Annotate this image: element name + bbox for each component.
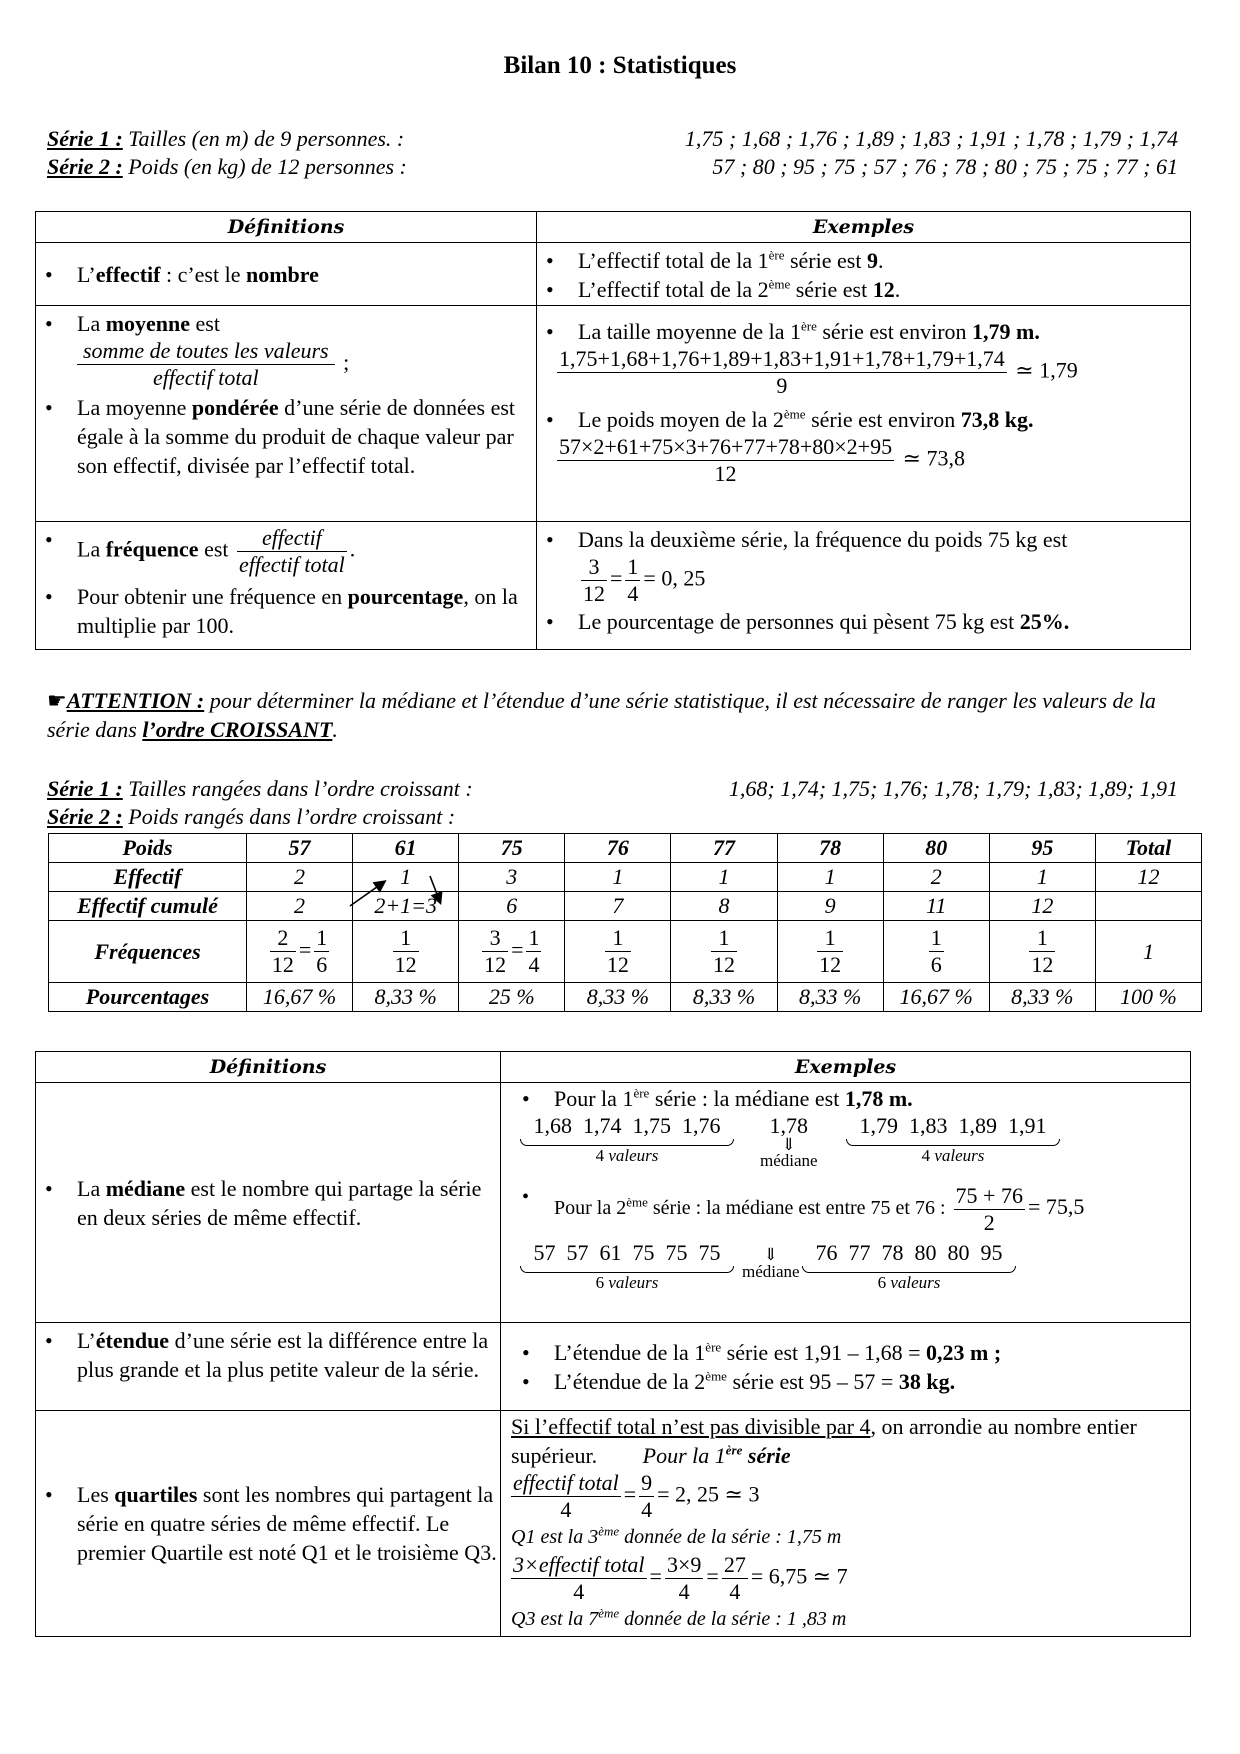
frequence-total-cell: 1 [1095,921,1201,983]
frequency-table [48,833,1202,1012]
poids-cell: Total [1095,834,1201,863]
cumul-cell: 12 [989,892,1095,921]
effectif-cell: 1 [565,863,671,892]
freq-fraction-1: $\frac{3}{12}$ [583,554,605,606]
header-definitions-2: Définitions [36,1052,501,1083]
serie-1-line [47,126,404,152]
frequence-cell: $\frac{1}{12}$ [777,921,883,983]
ex-moyenne: • La taille moyenne de la 1ère série est environ 1,79 m. $\frac{1,75+1,68+1,76+1,89+1,83+1,91+1,78+1,79+1,74}{9}$ ≃ 1,79 • Le poids moyen de la 2ème série est environ 73,8 kg. $\frac{57\times 2+61+75\times 3+76+77+78+80\times 2+95}{12}$ ≃ 73,8 [537,306,1191,522]
serie-2-desc: Poids (en kg) de 12 personnes : [128,154,407,179]
frequence-cell: $\frac{1}{6}$ [883,921,989,983]
header-exemples-2: Exemples [501,1052,1191,1083]
ex-mediane: • Pour la 1ère série : la médiane est 1,78 m. 1,68 1,74 1,75 1,76 4 valeurs 1,78 ⇓ médiane 1,79 1,83 1,89 1,91 4 valeurs • Pour la 2ème série : la médiane est entre 75 et 76 : $\frac{75 + 76}{2}$ = 75,5 57 57 61 75 75 75 6 valeurs ⇓ médiane 76 77 78 80 80 95 6 valeurs [501,1083,1191,1323]
pourcentage-cell: 8,33 % [353,983,459,1012]
poids-cell: 57 [247,834,353,863]
effectif-cell: 12 [1095,863,1201,892]
frequence-cell: $\frac{1}{12}$ [565,921,671,983]
poids-cell: 77 [671,834,777,863]
cumul-cell: 6 [459,892,565,921]
moyenne-serie-1-fraction: $\frac{1,75+1,68+1,76+1,89+1,83+1,91+1,78+1,79+1,74}{9}$ [559,346,1005,398]
serie-1-desc: Tailles (en m) de 9 personnes. : [128,126,405,151]
frequence-cell: $\frac{1}{12}$ [671,921,777,983]
frequence-cell: $\frac{1}{12}$ [353,921,459,983]
q1-fraction: $\frac{\text{effectif total}}{4}$ [513,1470,619,1522]
def-frequence: • La fréquence est $\frac{\text{effectif}}{\text{effectif total}}$ . • Pour obtenir une fréquence en pourcentage, on la multiplie par 100. [36,522,537,650]
row-pourcentages: Pourcentages 16,67 % 8,33 % 25 % 8,33 % 8,33 % 8,33 % 16,67 % 8,33 % 100 % [49,983,1202,1012]
def-quartiles: • Les quartiles sont les nombres qui partagent la série en quatre séries de même effectif. Le premier Quartile est noté Q1 et le troisième Q3. [36,1411,501,1637]
poids-cell: 61 [353,834,459,863]
pourcentage-cell: 25 % [459,983,565,1012]
cumul-cell: 8 [671,892,777,921]
serie-2-values: 57 ; 80 ; 95 ; 75 ; 57 ; 76 ; 78 ; 80 ; 75 ; 75 ; 77 ; 61 [712,154,1178,179]
sorted-serie-2-line: Série 2 : Poids rangés dans l’ordre croissant : [47,804,456,829]
row-effectif-cumule: Effectif cumulé 2 2+1=3 6 7 8 9 11 12 [49,892,1202,921]
cumul-arrows [340,872,460,912]
def-effectif: • L’effectif : c’est le nombre [36,243,537,306]
ex-etendue: • L’étendue de la 1ère série est 1,91 – 1,68 = 0,23 m ; • L’étendue de la 2ème série est 95 – 57 = 38 kg. [501,1323,1191,1411]
pourcentage-cell: 16,67 % [247,983,353,1012]
effectif-cell: 1 [353,863,459,892]
cumul-cell: 11 [883,892,989,921]
def-mediane: • La médiane est le nombre qui partage la série en deux séries de même effectif. [36,1083,501,1323]
pourcentage-cell: 8,33 % [989,983,1095,1012]
cumul-cell: 2 [247,892,353,921]
effectif-cell: 3 [459,863,565,892]
definitions-table-2 [35,1051,1191,1637]
moyenne-serie-2-fraction: $\frac{57\times 2+61+75\times 3+76+77+78+80\times 2+95}{12}$ [559,434,893,486]
attention-note: ☛ATTENTION : pour déterminer la médiane et l’étendue d’une série statistique, il est nécessaire de ranger les valeurs de la série dans l’ordre CROISSANT. [47,688,1156,742]
serie-1-label: Série 1 : [47,126,123,151]
cumul-cell: 2+1=3 [353,892,459,921]
serie-2-line [47,154,407,180]
cumul-arrow-down [430,876,440,902]
ex-effectif: • L’effectif total de la 1ère série est 9. • L’effectif total de la 2ème série est 12. [537,243,1191,306]
cumul-arrow-up [350,882,384,906]
header-definitions: Définitions [36,212,537,243]
q3-fraction-3: $\frac{27}{4}$ [723,1552,746,1604]
poids-cell: 95 [989,834,1095,863]
serie-1-values: 1,75 ; 1,68 ; 1,76 ; 1,89 ; 1,83 ; 1,91 ; 1,78 ; 1,79 ; 1,74 [684,126,1178,151]
def-moyenne: • La moyenne est $\frac{\text{somme de toutes les valeurs}}{\text{effectif total}}$ ; • La moyenne pondérée d’une série de données est égale à la somme du produit de chaque valeur par son effectif, divisée par l’effectif total. [36,306,537,522]
cumul-cell [1095,892,1201,921]
frequence-cell: $\frac{3}{12}$ = $\frac{1}{4}$ [459,921,565,983]
sorted-serie-1-values: 1,68; 1,74; 1,75; 1,76; 1,78; 1,79; 1,83; 1,89; 1,91 [728,776,1178,801]
pourcentage-cell: 8,33 % [671,983,777,1012]
row-poids: Poids 57 61 75 76 77 78 80 95 Total [49,834,1202,863]
q3-fraction: $\frac{\text{3×effectif total}}{4}$ [513,1552,645,1604]
pourcentage-cell: 100 % [1095,983,1201,1012]
effectif-cell: 1 [777,863,883,892]
serie-2-label: Série 2 : [47,154,123,179]
down-arrow-icon: ⇓ [781,1135,796,1154]
sorted-serie-1-line: Série 1 : Tailles rangées dans l’ordre croissant : [47,776,473,801]
mediane-fraction: $\frac{75 + 76}{2}$ [955,1183,1023,1235]
definitions-table-1 [35,211,1191,650]
q1-fraction-2: $\frac{9}{4}$ [641,1470,653,1522]
frequence-cell: $\frac{2}{12}$ = $\frac{1}{6}$ [247,921,353,983]
page-title: Bilan 10 : Statistiques [503,52,737,79]
cumul-cell: 9 [777,892,883,921]
def-etendue: • L’étendue d’une série est la différence entre la plus grande et la plus petite valeur de la série. [36,1323,501,1411]
effectif-cell: 1 [989,863,1095,892]
ex-frequence: • Dans la deuxième série, la fréquence du poids 75 kg est $\frac{3}{12}$ = $\frac{1}{4}$ = 0, 25 • Le pourcentage de personnes qui pèsent 75 kg est 25%. [537,522,1191,650]
poids-cell: 76 [565,834,671,863]
frequence-cell: $\frac{1}{12}$ [989,921,1095,983]
effectif-cell: 2 [247,863,353,892]
pourcentage-cell: 8,33 % [777,983,883,1012]
header-exemples: Exemples [537,212,1191,243]
poids-cell: 80 [883,834,989,863]
ex-quartiles: Si l’effectif total n’est pas divisible par 4, on arrondie au nombre entier supérieur. Pour la 1ère série $\frac{\text{effectif total}}{4}$ = $\frac{9}{4}$ = 2, 25 ≃ 3 Q1 est la 3ème donnée de la série : 1,75 m $\frac{\text{3×effectif total}}{4}$ = $\frac{3\times 9}{4}$ = $\frac{27}{4}$ = 6,75 ≃ 7 Q3 est la 7ème donnée de la série : 1 ,83 m [501,1411,1191,1637]
q3-fraction-2: $\frac{3\times 9}{4}$ [666,1552,702,1604]
down-arrow-icon-2: ⇓ [763,1245,778,1264]
row-frequences: Fréquences $\frac{2}{12}$ = $\frac{1}{6}$ $\frac{1}{12}$ $\frac{3}{12}$ = $\frac{1}{4}$ $\frac{1}{12}$ $\frac{1}{12}$ $\frac{1}{12}$ $\frac{1}{6}$ $\frac{1}{12}$ 1 [49,921,1202,983]
cumul-cell: 7 [565,892,671,921]
row-effectif: Effectif 2 1 3 1 1 1 2 1 12 [49,863,1202,892]
poids-cell: 78 [777,834,883,863]
poids-cell: 75 [459,834,565,863]
frequence-fraction: $\frac{\text{effectif}}{\text{effectif total}}$ [239,525,345,577]
freq-fraction-2: $\frac{1}{4}$ [627,554,639,606]
pourcentage-cell: 8,33 % [565,983,671,1012]
moyenne-fraction: $\frac{\text{somme de toutes les valeurs}}{\text{effectif total}}$ [77,338,335,391]
pointing-hand-icon: ☛ [47,688,67,713]
effectif-cell: 2 [883,863,989,892]
pourcentage-cell: 16,67 % [883,983,989,1012]
effectif-cell: 1 [671,863,777,892]
